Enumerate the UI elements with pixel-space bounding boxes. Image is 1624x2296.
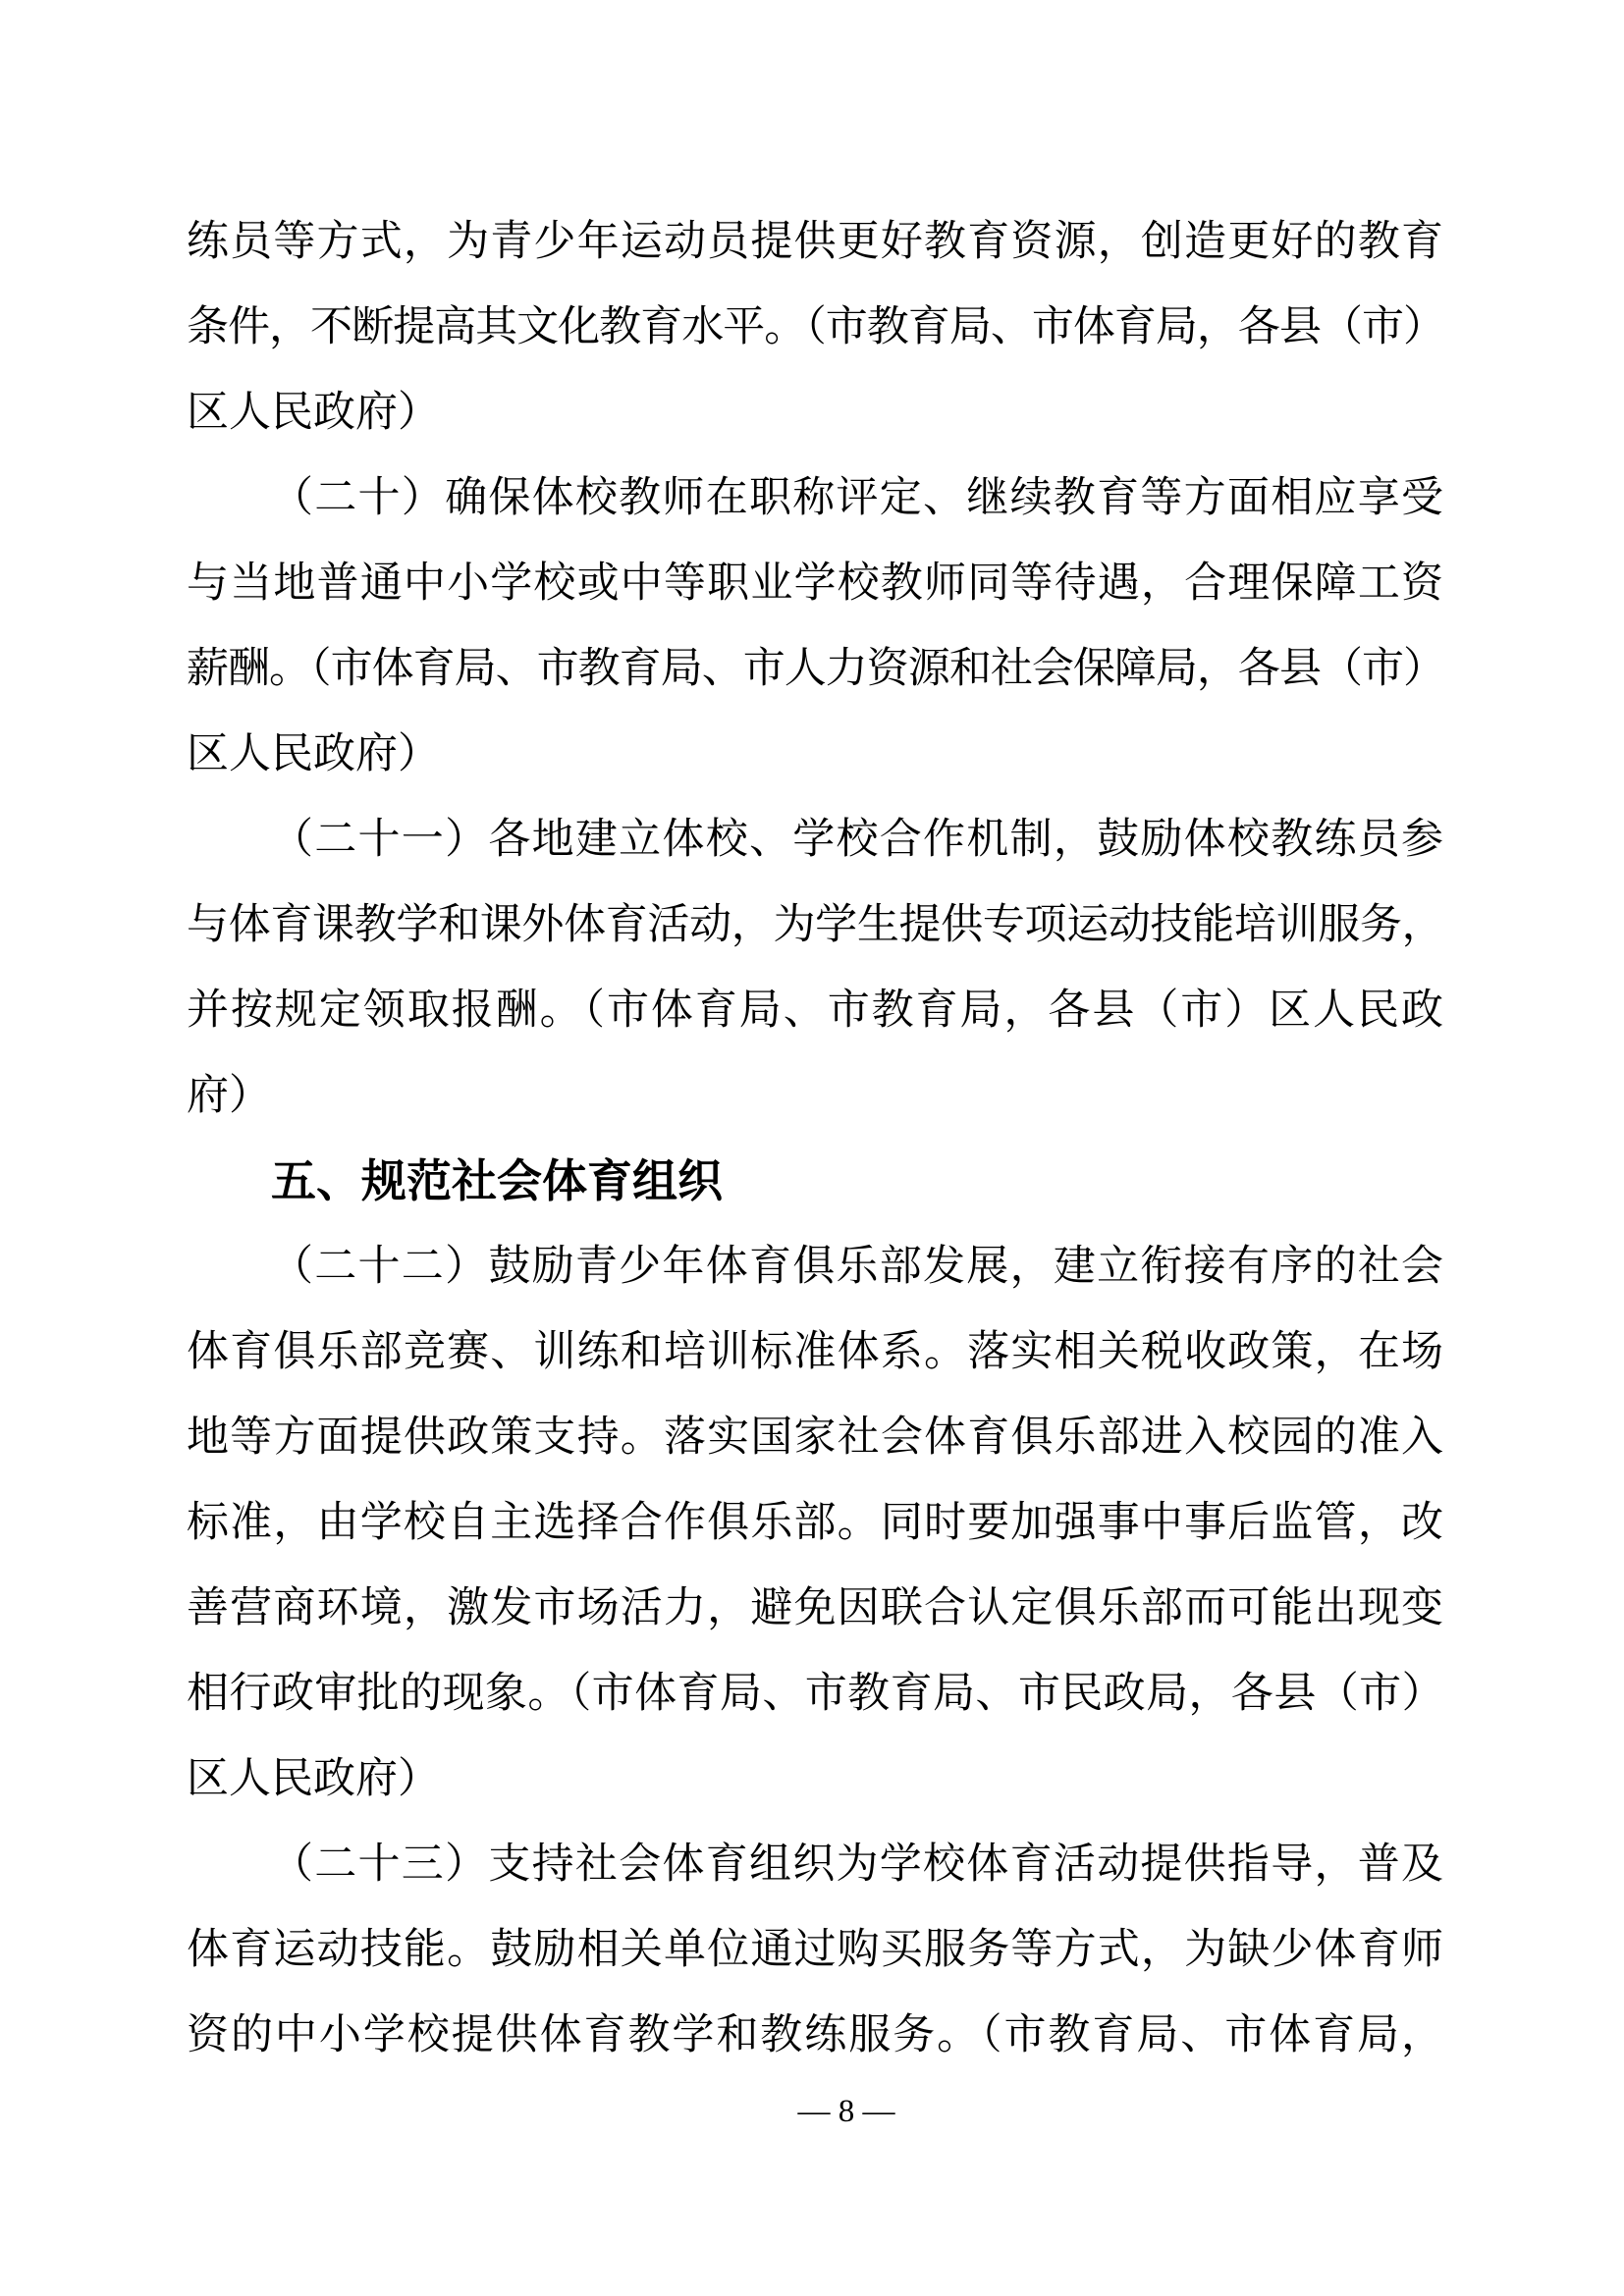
paragraph-start: （二十一）各地建立体校、学校合作机制，鼓励体校教练员参 [271,817,1443,863]
text-block [187,199,1443,2078]
text-line: 相行政审批的现象。（市体育局、市教育局、市民政局，各县（市） [187,1671,1443,1717]
section-heading: 五、规范社会体育组织 [271,1155,723,1206]
text-line: 区人民政府） [187,731,440,777]
text-line: 体育运动技能。鼓励相关单位通过购买服务等方式，为缺少体育师 [187,1927,1443,1973]
paragraph-start: （二十）确保体校教师在职称评定、继续教育等方面相应享受 [271,475,1443,521]
text-line: 练员等方式，为青少年运动员提供更好教育资源，创造更好的教育 [187,219,1443,265]
text-line: 条件，不断提高其文化教育水平。（市教育局、市体育局，各县（市） [187,304,1443,350]
text-line: 善营商环境，激发市场活力，避免因联合认定俱乐部而可能出现变 [187,1585,1443,1631]
text-line: 与当地普通中小学校或中等职业学校教师同等待遇，合理保障工资 [187,561,1443,607]
page-number: — 8 — [797,2094,895,2129]
text-line: 区人民政府） [187,390,440,436]
text-line: 并按规定领取报酬。（市体育局、市教育局，各县（市）区人民政 [187,988,1443,1034]
text-line: 标准，由学校自主选择合作俱乐部。同时要加强事中事后监管，改 [187,1500,1443,1546]
paragraph-start: （二十二）鼓励青少年体育俱乐部发展，建立衔接有序的社会 [271,1244,1443,1290]
text-line: 地等方面提供政策支持。落实国家社会体育俱乐部进入校园的准入 [187,1415,1443,1461]
paragraph-start: （二十三）支持社会体育组织为学校体育活动提供指导，普及 [271,1842,1443,1888]
text-line: 府） [187,1073,271,1119]
text-line: 薪酬。（市体育局、市教育局、市人力资源和社会保障局，各县（市） [187,646,1443,692]
text-line: 与体育课教学和课外体育活动，为学生提供专项运动技能培训服务， [187,902,1443,948]
text-line: 体育俱乐部竞赛、训练和培训标准体系。落实相关税收政策，在场 [187,1329,1443,1375]
text-line: 资的中小学校提供体育教学和教练服务。（市教育局、市体育局， [187,2012,1443,2058]
text-line: 区人民政府） [187,1756,440,1802]
